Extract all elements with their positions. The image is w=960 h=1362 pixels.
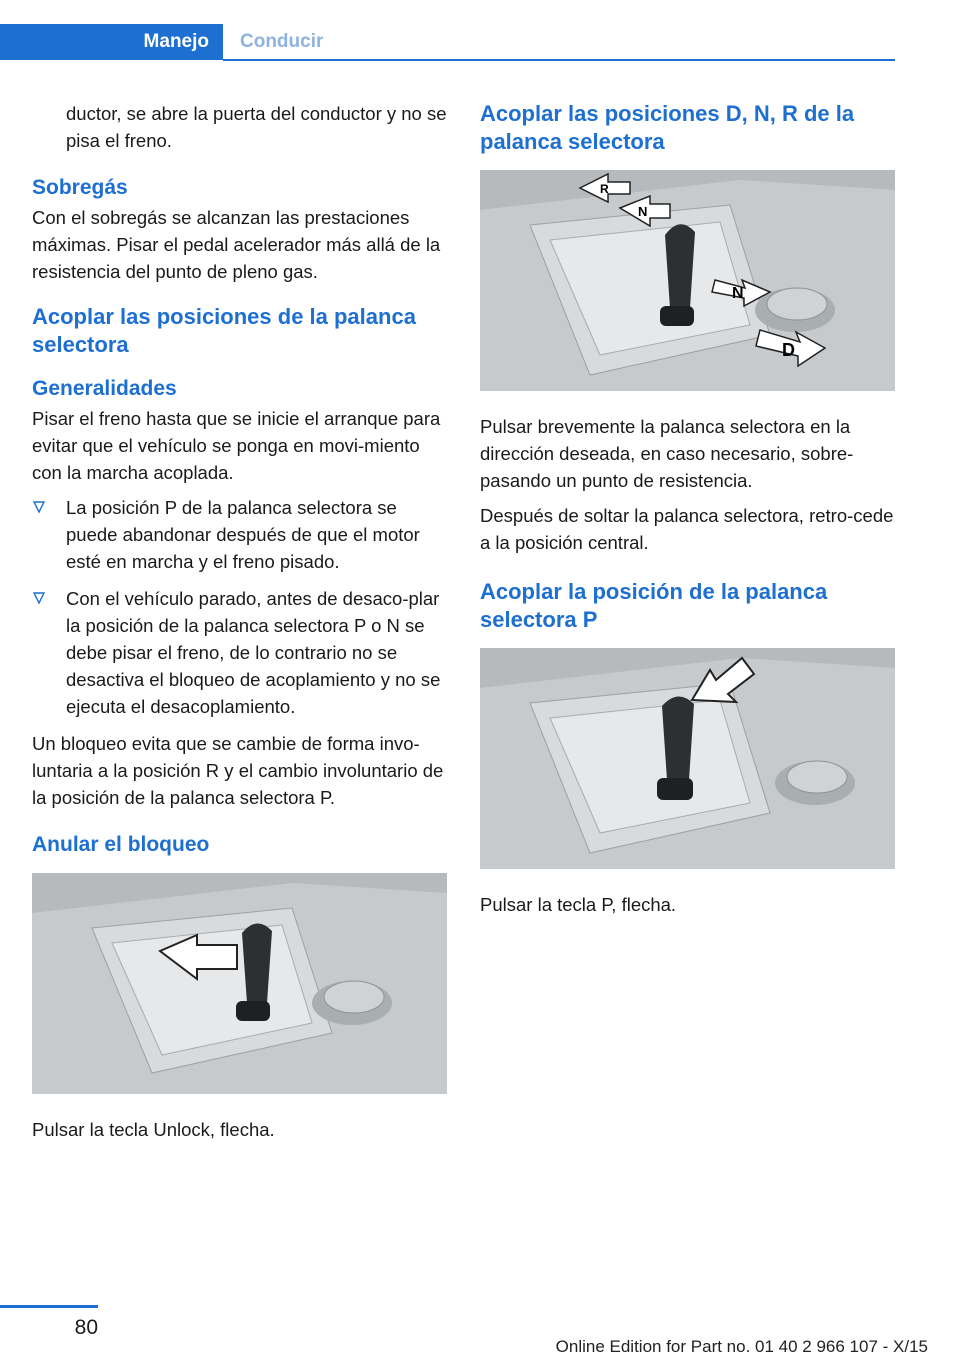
triangle-bullet-icon [32,500,46,514]
edition-footer: Online Edition for Part no. 01 40 2 966 107 - X/15 [555,1337,928,1356]
tab-manejo[interactable]: Manejo [0,24,223,60]
gear-selector-p-figure [480,648,895,869]
chapter-tabs [0,24,895,62]
list-item-text: Con el vehículo parado, antes de desaco-plar la posición de la palanca selectora P o N se debe pisar el freno, de lo contrario no se desactiva el bloqueo de acoplamiento y no se ejecuta el desacoplamiento. [66,588,441,717]
label-r: R [600,182,609,196]
label-d: D [782,340,795,360]
sobregas-text: Con el sobregás se alcanzan las prestaciones máximas. Pisar el pedal acelerador más allá de la resistencia del punto de pleno gas. [32,207,441,282]
gear-selector-unlock-figure [32,873,447,1094]
list-item [32,585,448,720]
footer-rule [0,1305,98,1308]
generalidades-heading: Generalidades [32,377,177,400]
right-column [480,100,895,926]
p-caption: Pulsar la tecla P, flecha. [480,894,677,915]
continued-text: ductor, se abre la puerta del conductor y no se pisa el freno. [66,103,447,151]
generalidades-text: Pisar el freno hasta que se inicie el arranque para evitar que el vehículo se ponga en movi-miento con la marcha acoplada. [32,408,441,483]
dnr-text-1: Pulsar brevemente la palanca selectora en la dirección deseada, en caso necesario, sobre-pasando un punto de resistencia. [480,416,854,491]
label-n-lower: N [732,285,744,302]
p-heading: Acoplar la posición de la palanca selectora P [480,579,828,632]
sobregas-heading: Sobregás [32,176,128,199]
page-number: 80 [74,1316,98,1339]
dnr-text-2: Después de soltar la palanca selectora, retro-cede a la posición central. [480,505,894,553]
tab-underline [223,59,895,61]
label-n-upper: N [638,204,648,219]
list-item [32,494,448,575]
triangle-bullet-icon [32,591,46,605]
anular-heading: Anular el bloqueo [32,833,210,856]
list-item-text: La posición P de la palanca selectora se puede abandonar después de que el motor esté en marcha y el freno pisado. [66,497,420,572]
acoplar-section-heading: Acoplar las posiciones de la palanca selectora [32,304,416,357]
tab-conducir[interactable]: Conducir [240,31,324,52]
dnr-heading: Acoplar las posiciones D, N, R de la palanca selectora [480,101,855,154]
gear-selector-dnr-figure [480,170,895,391]
bloqueo-text: Un bloqueo evita que se cambie de forma invo-luntaria a la posición R y el cambio involuntario de la posición de la palanca selectora P. [32,733,444,808]
anular-caption: Pulsar la tecla Unlock, flecha. [32,1119,275,1140]
left-column [32,100,448,1151]
